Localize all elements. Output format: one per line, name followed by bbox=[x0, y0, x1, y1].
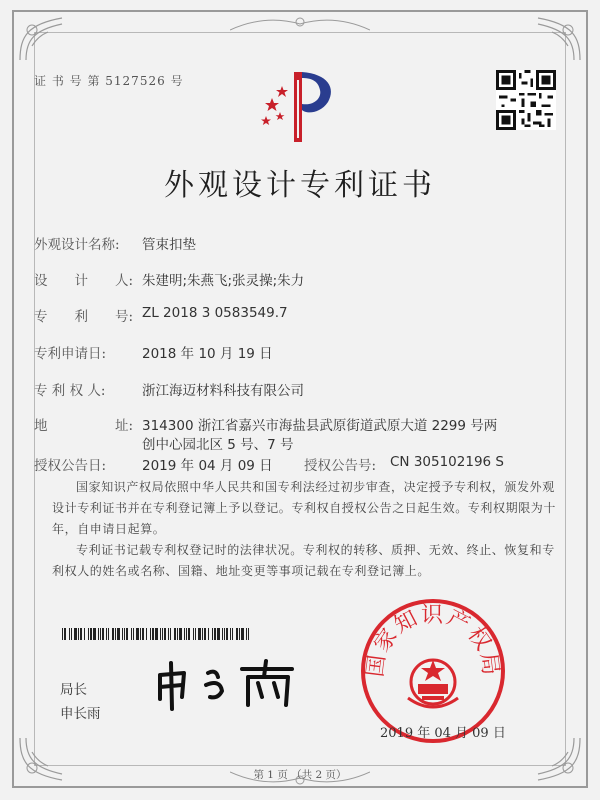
application-date-value: 2018 年 10 月 19 日 bbox=[142, 346, 273, 362]
patent-number-label: 专 利 号: bbox=[34, 309, 134, 325]
address-line-1: 314300 浙江省嘉兴市海盐县武原街道武原大道 2299 号两 bbox=[142, 418, 498, 434]
certificate-number bbox=[34, 72, 184, 89]
address-line-2: 创中心园北区 5 号、7 号 bbox=[142, 437, 294, 453]
designer-value: 朱建明;朱燕飞;张灵操;朱力 bbox=[142, 273, 305, 289]
cnipa-logo-icon bbox=[258, 68, 342, 146]
director-title: 局长 bbox=[60, 682, 87, 698]
cert-number-suffix: 号 bbox=[170, 74, 184, 88]
patentee-label: 专 利 权 人: bbox=[34, 383, 106, 399]
design-name-value: 管束扣垫 bbox=[142, 237, 196, 253]
grant-date-value: 2019 年 04 月 09 日 bbox=[142, 458, 273, 474]
patentee-value: 浙江海迈材料科技有限公司 bbox=[142, 383, 304, 399]
application-date-label: 专利申请日: bbox=[34, 346, 107, 362]
grant-number-value: CN 305102196 S bbox=[390, 454, 504, 470]
design-name-label: 外观设计名称: bbox=[34, 237, 120, 253]
designer-label: 设 计 人: bbox=[34, 273, 134, 289]
top-ornament-icon bbox=[230, 14, 370, 32]
statement-paragraph-1: 国家知识产权局依照中华人民共和国专利法经过初步审查，决定授予专利权，颁发外观设计专利证书并在专利登记簿上予以登记。专利权自授权公告之日起生效。专利权期限为十年，自申请日起算。 bbox=[52, 480, 557, 536]
page-number: 第 1 页 （共 2 页） bbox=[253, 769, 347, 781]
cert-number-label: 证 书 号 第 bbox=[34, 74, 101, 88]
seal-text: 国家知识产权局 bbox=[363, 603, 503, 679]
director-name: 申长雨 bbox=[60, 706, 101, 722]
grant-date-label: 授权公告日: bbox=[34, 458, 107, 474]
grant-number-label: 授权公告号: bbox=[304, 458, 377, 474]
patent-number-value: ZL 2018 3 0583549.7 bbox=[142, 305, 288, 321]
barcode-icon bbox=[62, 628, 252, 640]
corner-ornament-icon bbox=[536, 16, 582, 62]
qr-code-icon bbox=[496, 70, 556, 130]
cert-number-value: 5127526 bbox=[105, 74, 166, 88]
page-title: 外观设计专利证书 bbox=[164, 168, 436, 203]
corner-ornament-icon bbox=[18, 16, 64, 62]
director-signature bbox=[150, 655, 310, 713]
seal-date: 2019 年 04 月 09 日 bbox=[380, 726, 506, 741]
address-label: 地 址: bbox=[34, 418, 134, 434]
statement-paragraph-2: 专利证书记载专利权登记时的法律状况。专利权的转移、质押、无效、终止、恢复和专利权人的姓名或名称、国籍、地址变更等事项记载在专利登记簿上。 bbox=[52, 543, 555, 578]
